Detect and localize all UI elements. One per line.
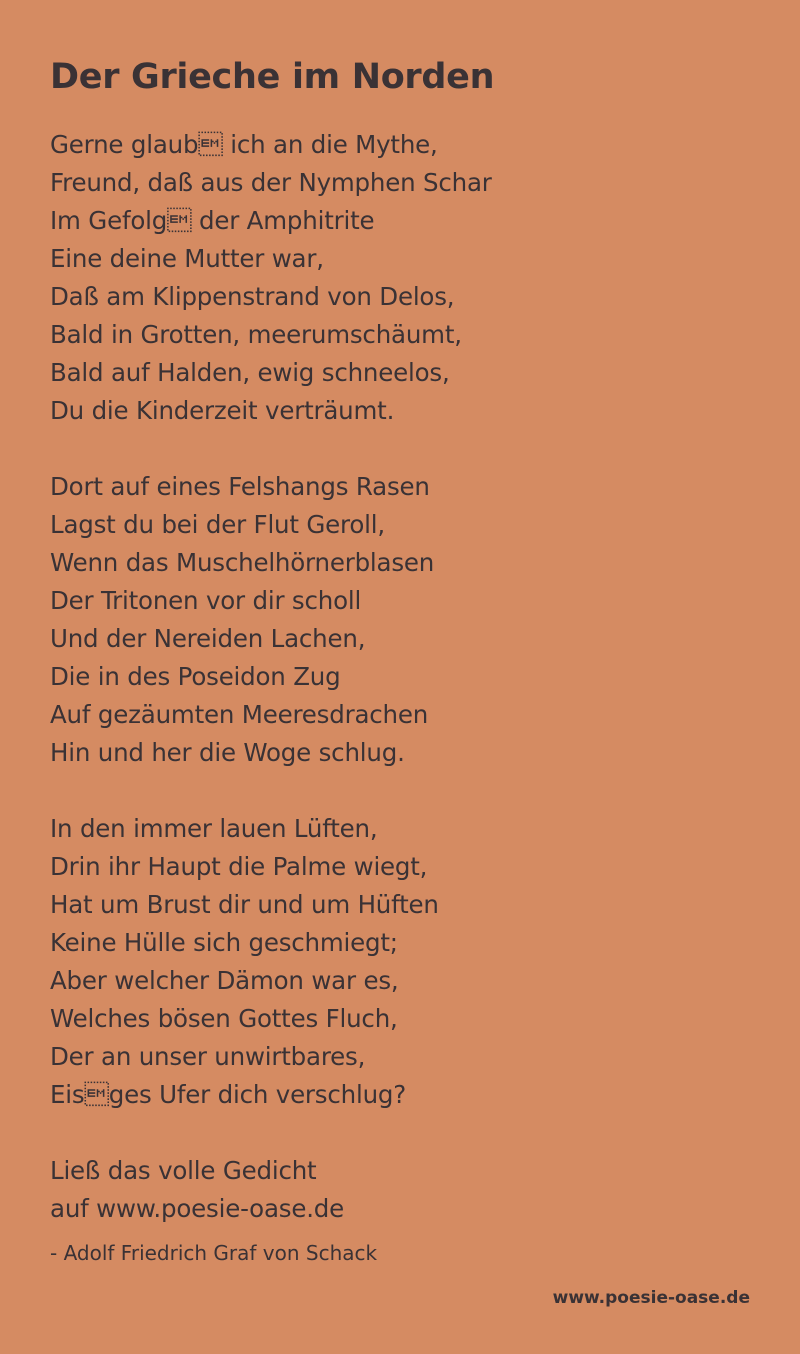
poem-line: Und der Nereiden Lachen, [50,624,366,653]
poem-line: Drin ihr Haupt die Palme wiegt, [50,852,428,881]
poem-line: Auf gezäumten Meeresdrachen [50,700,429,729]
poem-line: Dort auf eines Felshangs Rasen [50,472,430,501]
poem-line: Hin und her die Woge schlug. [50,738,405,767]
poem-title: Der Grieche im Norden [50,57,495,97]
poem-line: Du die Kinderzeit verträumt. [50,396,395,425]
stanza-2 [50,468,750,772]
poem-line: In den immer lauen Lüften, [50,814,378,843]
poem-line: Hat um Brust dir und um Hüften [50,890,439,919]
poem-line: Bald auf Halden, ewig schneelos, [50,358,450,387]
poem-body [50,126,750,1228]
poem-line: Daß am Klippenstrand von Delos, [50,282,455,311]
stanza-1 [50,126,750,430]
read-full-poem-note [50,1152,750,1228]
poem-line: Welches bösen Gottes Fluch, [50,1004,398,1033]
stanza-3 [50,810,750,1114]
poem-line: Die in des Poseidon Zug [50,662,341,691]
poem-line: Eisges Ufer dich verschlug? [50,1080,407,1109]
poem-line: Wenn das Muschelhörnerblasen [50,548,435,577]
poem-line: Im Gefolg der Amphitrite [50,206,375,235]
poem-line: Aber welcher Dämon war es, [50,966,399,995]
cta-line: Ließ das volle Gedicht [50,1156,317,1185]
poem-line: Der Tritonen vor dir scholl [50,586,362,615]
cta-link-text: auf www.poesie-oase.de [50,1194,345,1223]
poem-line: Gerne glaub ich an die Mythe, [50,130,438,159]
poem-line: Freund, daß aus der Nymphen Schar [50,168,492,197]
poem-line: Lagst du bei der Flut Geroll, [50,510,385,539]
poem-line: Eine deine Mutter war, [50,244,324,273]
poem-line: Keine Hülle sich geschmiegt; [50,928,398,957]
poem-line: Der an unser unwirtbares, [50,1042,366,1071]
poem-author: - Adolf Friedrich Graf von Schack [50,1241,378,1265]
poem-line: Bald in Grotten, meerumschäumt, [50,320,462,349]
footer-website-url: www.poesie-oase.de [552,1288,750,1308]
